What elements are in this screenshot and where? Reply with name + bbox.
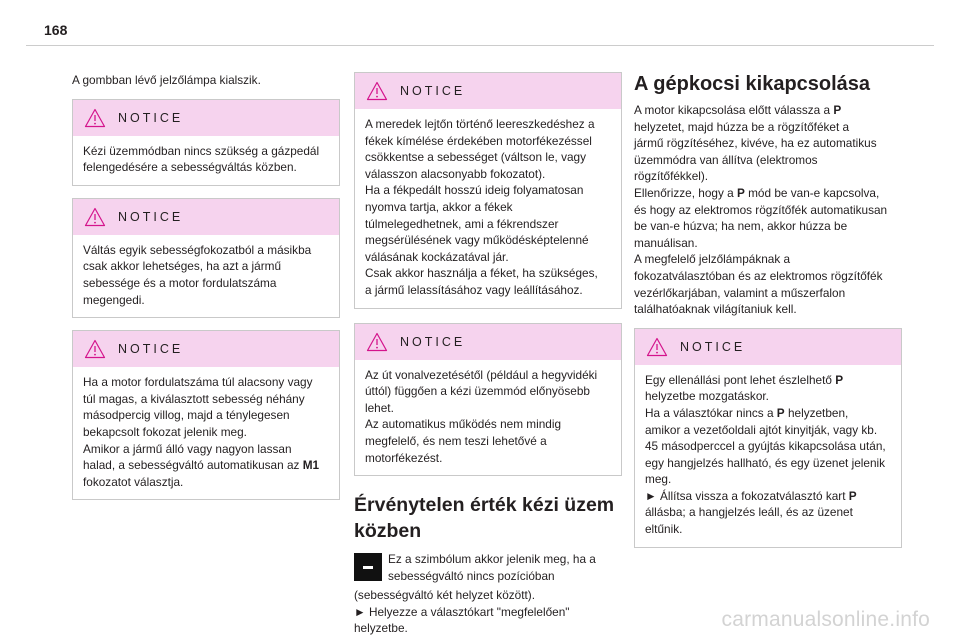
gear-label-m1: M1 (302, 458, 320, 473)
notice-line: motorfékezést. (365, 450, 443, 465)
body-line: találhatóaknak világítaniuk kell. (634, 302, 797, 317)
notice-line (645, 405, 891, 422)
text-run: halad, a sebességváltó automatikusan az (83, 458, 303, 473)
body-line: Ez a szimbólum akkor jelenik meg, ha a (388, 552, 596, 567)
notice-line: sebessége és a motor fordulatszáma (83, 275, 277, 290)
body-line: helyzetet, majd húzza be a rögzítőféket a (634, 119, 850, 134)
text-run: Ellenőrizze, hogy a (634, 185, 737, 200)
symbol-text (354, 551, 622, 584)
notice-box-3 (72, 330, 340, 500)
notice-line (83, 457, 329, 474)
notice-box-2 (72, 198, 340, 318)
body-line: manuálisan. (634, 235, 698, 250)
intro-text: A gombban lévő jelzőlámpa kialszik. (72, 73, 261, 87)
notice-box-1 (72, 99, 340, 186)
notice-line: felengedésére a sebességváltás közben. (83, 160, 297, 175)
notice-header (73, 100, 339, 136)
notice-line: nyomva tartja, akkor a fékek (365, 199, 513, 214)
notice-header (355, 73, 621, 109)
notice-title: NOTICE (680, 339, 746, 354)
notice-line: túl magas, a kiválasztott sebesség néhány (83, 391, 305, 406)
notice-line: bekapcsolt fokozat jelenik meg. (83, 424, 247, 439)
body-line: (sebességváltó két helyzet között). (354, 588, 535, 603)
text-run: Ha a választókar nincs a (645, 405, 777, 420)
notice-line: Ha a fékpedált hosszú ideig folyamatosan (365, 183, 584, 198)
notice-line: válasszon alacsonyabb fokozatot). (365, 166, 546, 181)
body-line: rögzítőfékkel). (634, 169, 709, 184)
watermark[interactable]: carmanualsonline.info (721, 608, 930, 631)
notice-line: fokozatot választja. (83, 474, 184, 489)
notice-line: állásba; a hangjelzés leáll, és az üzenet (645, 505, 853, 520)
body-line (634, 185, 902, 202)
notice-title: NOTICE (400, 334, 466, 349)
notice-line: eltűnik. (645, 522, 683, 537)
notice-header (355, 324, 621, 360)
gear-label-p: P (833, 103, 842, 117)
notice-line: fékek kímélése érdekében motorfékezéssel (365, 133, 592, 148)
notice-line: helyzetbe mozgatáskor. (645, 389, 769, 404)
notice-line: Az út vonalvezetésétől (például a hegyvidéki (365, 367, 598, 382)
notice-body (73, 136, 339, 185)
column-3 (634, 72, 902, 560)
notice-title: NOTICE (118, 342, 184, 357)
notice-header (635, 329, 901, 365)
notice-line: Az automatikus működés nem mindig (365, 417, 562, 432)
notice-line: egy hangjelzés hallható, és egy üzenet jelenik (645, 455, 886, 470)
notice-body (355, 109, 621, 308)
notice-title: NOTICE (118, 209, 184, 224)
body-line (634, 102, 902, 119)
column-2 (354, 72, 622, 637)
body-line: be van-e húzva; ha nem, akkor húzza be (634, 219, 848, 234)
section-heading-switch-off: A gépkocsi kikapcsolása (634, 73, 871, 95)
body-line: és hogy az elektromos rögzítőfék automatikusan (634, 202, 888, 217)
body-line: jármű rögzítéséhez, kivéve, ha ez automatikus (634, 136, 877, 151)
notice-box-6 (634, 328, 902, 548)
heading-line: Érvénytelen érték kézi üzem (354, 494, 615, 517)
gear-label-p: P (776, 405, 785, 420)
notice-title: NOTICE (400, 84, 466, 98)
notice-line: 45 másodperccel a gyújtás kikapcsolása után, (645, 439, 886, 454)
section-heading-invalid-value (354, 492, 622, 544)
notice-line: Csak akkor használja a féket, ha szükséges, (365, 266, 598, 281)
notice-line: meg. (645, 472, 672, 487)
notice-line: amikor a vezetőoldali ajtót kinyitják, vagy kb. (645, 422, 878, 437)
notice-line: csak akkor lehetséges, ha azt a jármű (83, 259, 282, 274)
notice-line: úttól) függően a kézi üzemmód előnyösebb (365, 384, 590, 399)
notice-body (73, 367, 339, 499)
warning-triangle-icon (84, 339, 106, 359)
body-line: sebességváltó nincs pozícióban (388, 568, 555, 583)
body-line: fokozatválasztóban és az elektromos rögzítőfék (634, 268, 883, 283)
text-run: Egy ellenállási pont lehet észlelhető (645, 372, 836, 387)
notice-line: másodpercig villog, majd a ténylegesen (83, 408, 290, 423)
heading-line: közben (354, 520, 422, 543)
notice-line: Amikor a jármű álló vagy nagyon lassan (83, 441, 292, 456)
invalid-symbol-paragraph (354, 551, 622, 599)
page-number: 168 (44, 22, 68, 38)
gear-label-p: P (848, 488, 857, 503)
warning-triangle-icon (646, 337, 668, 357)
notice-line: megfelelő, és nem teszi lehetővé a (365, 433, 547, 448)
notice-line (645, 372, 891, 389)
body-line: A megfelelő jelzőlámpáknak a (634, 252, 791, 267)
notice-line (645, 488, 891, 505)
text-run: ► Állítsa vissza a fokozatválasztó kart (645, 488, 849, 503)
top-divider (26, 45, 934, 46)
notice-line: válásának kockázatával jár. (365, 249, 509, 264)
notice-title: NOTICE (118, 110, 184, 125)
warning-triangle-icon (366, 332, 388, 352)
gear-not-in-position-icon (354, 553, 382, 581)
notice-line: lehet. (365, 400, 394, 415)
gear-label-p: P (835, 372, 844, 387)
notice-box-4 (354, 72, 622, 309)
column-1 (72, 72, 340, 512)
notice-body (73, 235, 339, 317)
body-line: vezérlőkarjában, valamint a műszerfalon (634, 285, 846, 300)
notice-line: Ha a motor fordulatszáma túl alacsony vagy (83, 375, 313, 390)
text-run: A motor kikapcsolása előtt válassza a (634, 103, 834, 117)
notice-line: a jármű lelassításához vagy leállításához. (365, 282, 583, 297)
notice-line: túlmelegedhetnek, ami a fékrendszer (365, 216, 559, 231)
notice-line: megsérülésének vagy működésképtelenné (365, 233, 589, 248)
notice-line: megengedi. (83, 292, 145, 307)
gear-label-p: P (736, 185, 745, 200)
notice-header (73, 199, 339, 235)
body-line: üzemmódra van állítva (elektromos (634, 152, 818, 167)
notice-line: csökkentse a sebességet (váltson le, vagy (365, 150, 586, 165)
notice-box-5 (354, 323, 622, 477)
warning-triangle-icon (84, 207, 106, 227)
switch-off-paragraph (634, 102, 902, 318)
warning-triangle-icon (84, 108, 106, 128)
text-run: mód be van-e kapcsolva, (744, 185, 880, 200)
body-line: ► Helyezze a választókart "megfelelően" (354, 604, 570, 619)
body-line: helyzetbe. (354, 621, 408, 636)
notice-line: A meredek lejtőn történő leereszkedéshez a (365, 117, 595, 131)
notice-header (73, 331, 339, 367)
notice-body (635, 365, 901, 547)
notice-body (355, 360, 621, 476)
notice-line: Kézi üzemmódban nincs szükség a gázpedál (83, 143, 320, 158)
text-run: helyzetben, (784, 405, 849, 420)
warning-triangle-icon (366, 81, 388, 101)
notice-line: Váltás egyik sebességfokozatból a másikba (83, 242, 312, 257)
